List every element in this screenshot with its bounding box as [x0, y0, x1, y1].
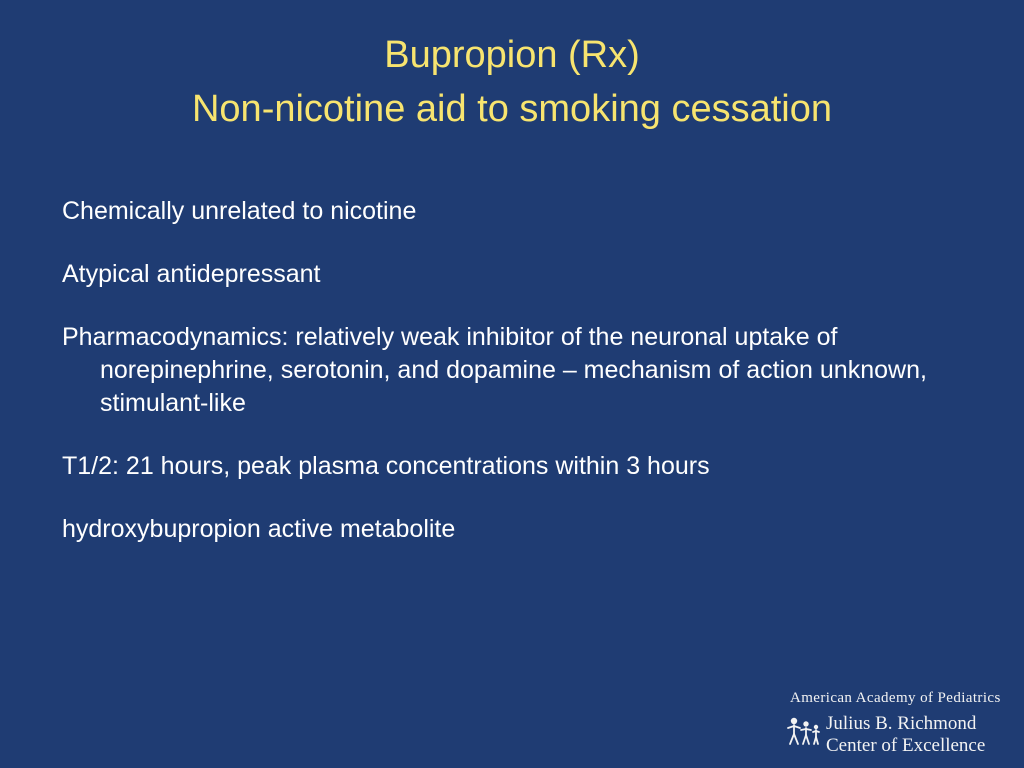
- bullet-item: T1/2: 21 hours, peak plasma concentrations within 3 hours: [62, 452, 710, 480]
- title-line-1: Bupropion (Rx): [384, 34, 640, 76]
- title-line-2: Non-nicotine aid to smoking cessation: [191, 88, 832, 130]
- logo-line-2: Center of Excellence: [826, 735, 986, 756]
- bullet-item: hydroxybupropion active metabolite: [62, 515, 456, 543]
- bullet-list: [62, 195, 942, 576]
- aap-richmond-logo: [782, 690, 1002, 760]
- bullet-item: Chemically unrelated to nicotine: [62, 197, 417, 225]
- bullet-item: Atypical antidepressant: [62, 260, 321, 288]
- slide-title: [0, 28, 1024, 136]
- logo-line-1: Julius B. Richmond: [826, 713, 977, 734]
- bullet-item: Pharmacodynamics: relatively weak inhibitor of the neuronal uptake of norepinephrine, serotonin, and dopamine – mechanism of action unknown, stimulant-like: [62, 323, 927, 417]
- logo-org-name: American Academy of Pediatrics: [790, 690, 1001, 706]
- family-figures-icon: [782, 714, 824, 748]
